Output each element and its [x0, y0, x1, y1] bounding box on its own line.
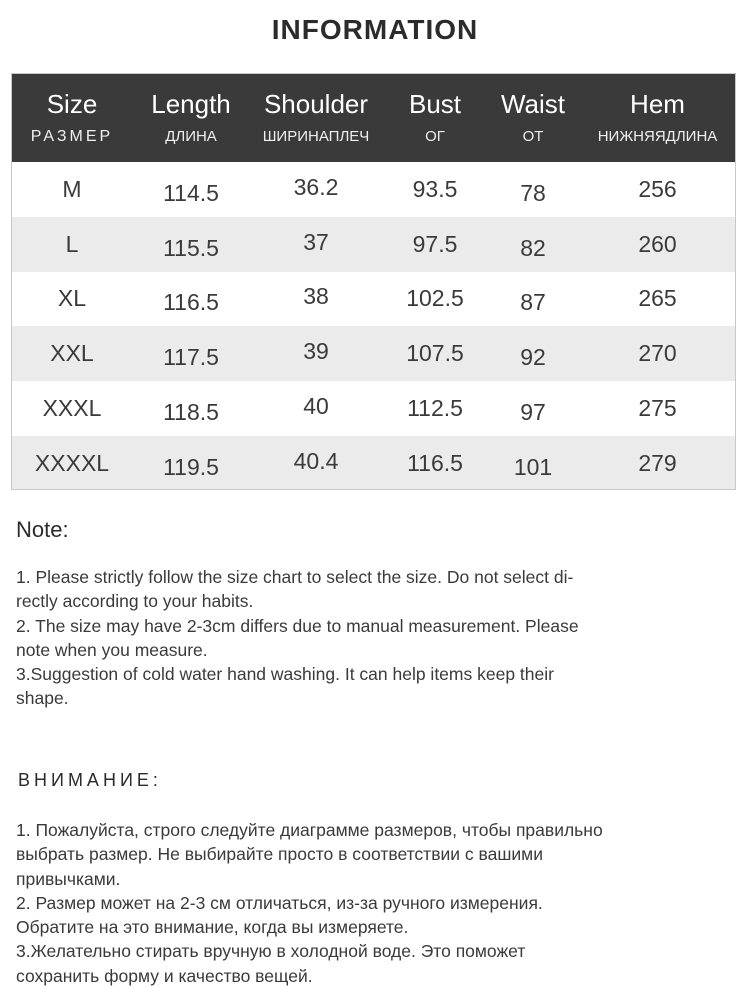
table-row [12, 217, 736, 272]
cell-bust: 102.5 [406, 285, 464, 312]
cell-hem: 275 [638, 395, 677, 422]
note-line: rectly according to your habits. [16, 591, 254, 612]
cell-length: 115.5 [163, 234, 219, 261]
header-bust: Bust ОГ [408, 89, 462, 145]
cell-shoulder: 40 [303, 393, 329, 420]
cell-length: 119.5 [163, 453, 219, 480]
cell-shoulder: 40.4 [293, 447, 339, 474]
table-row [12, 326, 736, 381]
cell-waist: 82 [520, 234, 546, 261]
cell-bust: 112.5 [407, 395, 463, 422]
header-length: Length ДЛИНА [151, 89, 231, 145]
cell-bust: 93.5 [412, 175, 458, 202]
cell-bust: 97.5 [412, 230, 458, 257]
cell-shoulder: 37 [303, 228, 329, 255]
cell-waist: 97 [520, 399, 546, 426]
table-body [12, 162, 736, 490]
cell-size: XL [57, 285, 87, 312]
note-line: 2. The size may have 2-3cm differs due to manual measurement. Please [16, 615, 579, 636]
note-text-ru [16, 818, 726, 988]
cell-hem: 270 [638, 340, 677, 367]
cell-shoulder: 39 [303, 338, 329, 365]
cell-bust: 116.5 [407, 449, 463, 476]
cell-hem: 279 [638, 449, 677, 476]
note-heading: Note: [16, 517, 69, 542]
table-row [12, 162, 736, 217]
cell-length: 114.5 [163, 179, 219, 206]
note-line: 3.Suggestion of cold water hand washing. It can help items keep their [16, 664, 554, 685]
note-line: сохранить форму и качество вещей. [16, 965, 313, 986]
cell-length: 117.5 [163, 344, 219, 371]
header-waist: Waist ОТ [500, 89, 566, 145]
page-title: INFORMATION [271, 14, 479, 45]
cell-shoulder: 38 [303, 283, 329, 310]
note-line: note when you measure. [16, 639, 208, 660]
cell-shoulder: 36.2 [293, 173, 339, 200]
cell-waist: 101 [513, 453, 553, 480]
cell-size: XXXL [42, 395, 102, 422]
note-line: выбрать размер. Не выбирайте просто в соответствии с вашими [16, 844, 543, 865]
cell-size: XXXXL [34, 449, 110, 476]
cell-size: M [62, 175, 82, 202]
cell-bust: 107.5 [406, 340, 464, 367]
cell-size: L [65, 230, 79, 257]
header-shoulder: Shoulder ШИРИНАПЛЕЧ [262, 89, 370, 145]
note-heading-ru: ВНИМАНИЕ: [18, 770, 162, 790]
cell-hem: 256 [638, 175, 677, 202]
table-row [12, 272, 736, 327]
cell-hem: 260 [638, 230, 677, 257]
note-line: 1. Пожалуйста, строго следуйте диаграмме размеров, чтобы правильно [16, 820, 603, 840]
note-line: 2. Размер может на 2-3 см отличаться, из-за ручного измерения. [16, 892, 543, 913]
cell-length: 118.5 [163, 399, 219, 426]
cell-size: XXL [50, 340, 94, 367]
cell-waist: 78 [520, 179, 546, 206]
header-hem: Hem НИЖНЯЯДЛИНА [597, 89, 718, 145]
table-row [12, 436, 736, 490]
cell-waist: 87 [520, 289, 546, 316]
cell-waist: 92 [520, 344, 546, 371]
table-row [12, 381, 736, 436]
cell-length: 116.5 [163, 289, 219, 316]
header-size: Size РАЗМЕР [30, 89, 114, 145]
note-line: привычками. [16, 868, 121, 889]
note-line: 3.Желательно стирать вручную в холодной воде. Это поможет [16, 941, 526, 962]
note-line: shape. [16, 688, 69, 709]
note-line: Обратите на это внимание, когда вы измеряете. [16, 917, 409, 938]
cell-hem: 265 [638, 285, 677, 312]
note-text-en [16, 565, 716, 711]
table-header-row [12, 74, 736, 162]
size-chart-table [11, 73, 736, 490]
note-line: 1. Please strictly follow the size chart to select the size. Do not select di- [16, 567, 574, 587]
